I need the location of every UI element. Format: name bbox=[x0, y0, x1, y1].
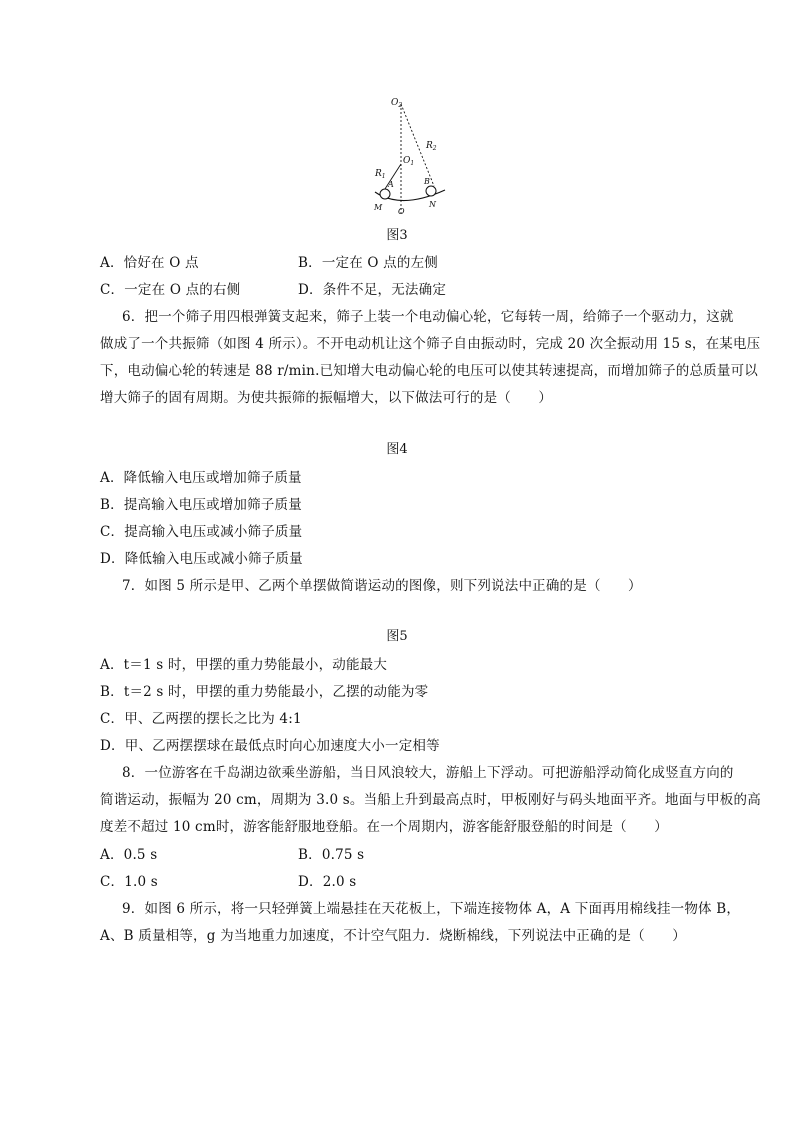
label-a: A bbox=[388, 180, 394, 189]
q6-stem-line-4: 增大筛子的固有周期。为使共振筛的振幅增大，以下做法可行的是（ ） bbox=[100, 390, 553, 406]
q5-option-c: C．一定在 O 点的右侧 bbox=[100, 282, 241, 298]
ball-b bbox=[426, 186, 436, 196]
q6-stem-line-2: 做成了一个共振筛（如图 4 所示）。不开电动机让这个筛子自由振动时，完成 20 次全振动用 15 s，在某电压 bbox=[100, 336, 761, 352]
label-o1: $O_1$ bbox=[403, 156, 415, 167]
label-o2: $O_2$ bbox=[391, 98, 403, 109]
figure-3-diagram bbox=[365, 92, 455, 220]
label-n: N bbox=[429, 200, 436, 209]
q8-stem-line-1: 8．一位游客在千岛湖边欲乘坐游船，当日风浪较大，游船上下浮动。可把游船浮动简化成竖直方向的 bbox=[122, 765, 734, 781]
label-r1: $R_1$ bbox=[375, 169, 386, 180]
q6-option-a: A．降低输入电压或增加筛子质量 bbox=[100, 470, 302, 486]
q8-option-a: A．0.5 s bbox=[100, 847, 158, 863]
q8-option-b: B．0.75 s bbox=[298, 847, 365, 863]
q6-stem-line-1: 6．把一个筛子用四根弹簧支起来，筛子上装一个电动偏心轮，它每转一周，给筛子一个驱动力，这就 bbox=[122, 309, 734, 325]
label-b: B bbox=[424, 177, 430, 186]
q7-stem-line-1: 7．如图 5 所示是甲、乙两个单摆做简谐运动的图像，则下列说法中正确的是（ ） bbox=[122, 578, 642, 594]
q9-stem-line-2: A、B 质量相等，g 为当地重力加速度，不计空气阻力．烧断棉线，下列说法中正确的是（ ） bbox=[100, 928, 686, 944]
figure-4-caption: 图4 bbox=[386, 442, 408, 457]
q9-stem-line-1: 9．如图 6 所示，将一只轻弹簧上端悬挂在天花板上，下端连接物体 A，A 下面再用棉线挂一物体 B， bbox=[122, 901, 741, 917]
q8-option-d: D．2.0 s bbox=[298, 874, 357, 890]
q5-option-a: A．恰好在 O 点 bbox=[100, 255, 199, 271]
q6-option-b: B．提高输入电压或增加筛子质量 bbox=[100, 497, 302, 513]
q8-option-c: C．1.0 s bbox=[100, 874, 158, 890]
q7-option-d: D．甲、乙两摆摆球在最低点时向心加速度大小一定相等 bbox=[100, 738, 440, 754]
q7-option-b: B．t＝2 s 时，甲摆的重力势能最小，乙摆的动能为零 bbox=[100, 684, 429, 700]
q6-option-c: C．提高输入电压或减小筛子质量 bbox=[100, 524, 303, 540]
q7-option-c: C．甲、乙两摆的摆长之比为 4:1 bbox=[100, 711, 302, 727]
figure-3-caption: 图3 bbox=[386, 228, 408, 243]
q8-stem-line-3: 度差不超过 10 cm时，游客能舒服地登船。在一个周期内，游客能舒服登船的时间是（ ） bbox=[100, 819, 668, 835]
figure-5-caption: 图5 bbox=[386, 629, 408, 644]
q5-option-d: D．条件不足，无法确定 bbox=[298, 282, 447, 298]
label-m: M bbox=[374, 203, 383, 212]
q6-option-d: D．降低输入电压或减小筛子质量 bbox=[100, 551, 303, 567]
q6-stem-line-3: 下，电动偏心轮的转速是 88 r/min.已知增大电动偏心轮的电压可以使其转速提高，而增加筛子的总质量可以 bbox=[100, 363, 758, 379]
q5-option-b: B．一定在 O 点的左侧 bbox=[298, 255, 438, 271]
q7-option-a: A．t＝1 s 时，甲摆的重力势能最小，动能最大 bbox=[100, 657, 388, 673]
label-o: O bbox=[398, 207, 405, 216]
q8-stem-line-2: 简谐运动，振幅为 20 cm，周期为 3.0 s。当船上升到最高点时，甲板刚好与码头地面平齐。地面与甲板的高 bbox=[100, 792, 761, 808]
label-r2: $R_2$ bbox=[426, 141, 437, 152]
ball-a bbox=[380, 189, 390, 199]
